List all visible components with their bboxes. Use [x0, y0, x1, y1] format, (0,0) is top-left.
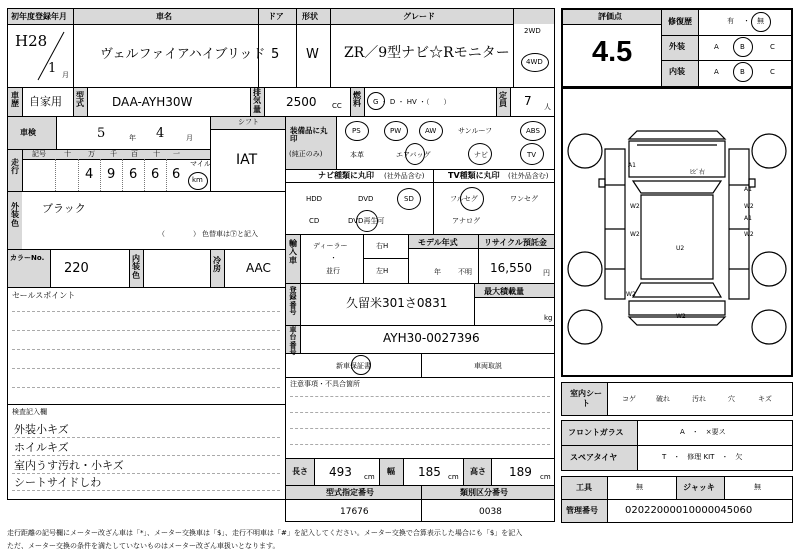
width-unit: cm: [448, 473, 459, 481]
max-load-label: 最大積載量: [484, 287, 524, 296]
remarks-frame: [285, 377, 555, 459]
class-number-value: 0038: [479, 507, 502, 517]
capacity-unit: 人: [544, 103, 551, 111]
recycle-unit: 円: [543, 269, 550, 277]
repair-no: 無: [757, 17, 764, 25]
height-value: 189: [509, 465, 532, 479]
navi-item: SD: [404, 195, 414, 203]
import-left: 左H: [376, 267, 389, 275]
mileage-digit: 6: [172, 167, 181, 182]
seat-item: 破れ: [656, 395, 670, 403]
inspector-label: 検査記入欄: [12, 408, 47, 416]
mileage-digit: 4: [85, 167, 94, 182]
diagram-mark: W2: [676, 313, 686, 320]
control-no-label: 管理番号: [566, 506, 598, 515]
interior-grade-label: 内装: [669, 67, 685, 76]
fuel-options: G ・ D ・ HV ・（ ）: [373, 98, 451, 106]
color-paren: （ ）: [158, 230, 200, 238]
spare-label: スペアタイヤ: [570, 453, 618, 462]
navi-sub: (社外品含む): [384, 172, 425, 180]
height-unit: cm: [540, 473, 551, 481]
exterior-grade-option: A: [714, 43, 719, 51]
control-no-value: 02022000010000045060: [625, 505, 753, 516]
type-designation-label: 型式指定番号: [326, 488, 374, 497]
tv-item: アナログ: [452, 217, 480, 225]
ac-label: 冷房: [213, 256, 221, 274]
shape-value: W: [306, 47, 319, 62]
equip-item: ABS: [526, 127, 540, 135]
mileage-digit-label: 万: [88, 150, 95, 158]
navi-item: DVD再生可: [348, 217, 385, 225]
mileage-unit-label: マイル: [190, 160, 211, 168]
diagram-mark: A1: [628, 162, 636, 169]
footnote-line2: ただ、メーター交換の条件を満たしていないものはメーター改ざん車扱いとなります。: [7, 542, 280, 550]
registration-label: 登録番号: [289, 286, 297, 317]
tools-value: 無: [636, 483, 643, 491]
diagram-mark: W2: [744, 231, 754, 238]
diagram-mark: W2: [626, 291, 636, 298]
repair-history-label: 修復歴: [668, 17, 692, 26]
diagram-mark: W2: [630, 231, 640, 238]
capacity-label: 定員: [499, 91, 507, 109]
chassis-value: AYH30-0027396: [383, 331, 480, 345]
inspection-label: 車検: [20, 128, 36, 137]
inspection-month-unit: 月: [186, 134, 193, 142]
equip-item: AW: [425, 127, 437, 135]
shape-label: 形状: [302, 12, 318, 21]
warranty-label: 新車保証書: [336, 362, 371, 370]
exterior-grade-option: C: [770, 43, 775, 51]
equipment-sub: (純正のみ): [289, 150, 323, 158]
repair-yes: 有: [727, 17, 734, 25]
mileage-digit-label: 記号: [32, 150, 46, 158]
diagram-mark: A1: [744, 215, 752, 222]
equip-item: TV: [527, 151, 537, 159]
usage-label: 車歴: [11, 91, 19, 109]
score-label: 評価点: [598, 12, 622, 21]
equip-item: ナビ: [474, 151, 488, 159]
score-value: 4.5: [592, 36, 633, 68]
grade-label: グレード: [403, 12, 435, 21]
sales-point-label: セールスポイント: [12, 291, 76, 300]
recycle-value: 16,550: [490, 261, 532, 275]
exterior-grade-option: B: [740, 43, 745, 51]
model-year-unknown: 不明: [458, 268, 472, 276]
mileage-digit-label: 十: [64, 150, 71, 158]
grade-value: ZR／9型ナビ☆Rモニター: [344, 45, 510, 61]
diagram-mark: U2: [676, 245, 685, 252]
door-value: 5: [271, 47, 280, 62]
seat-item: キズ: [758, 395, 772, 403]
color-no-label: カラーNo.: [10, 254, 45, 262]
equip-item: エアバッグ: [396, 151, 431, 159]
model-label: 型式: [76, 91, 84, 109]
door-label: ドア: [268, 12, 284, 21]
equip-item: PS: [352, 127, 361, 135]
remarks-label: 注意事項・不具合箇所: [290, 380, 360, 388]
color-value: ブラック: [42, 202, 86, 215]
length-unit: cm: [364, 473, 375, 481]
import-parallel: 並行: [326, 267, 340, 275]
inspector-note: 室内うす汚れ・小キズ: [14, 459, 124, 472]
color-no-value: 220: [64, 261, 89, 276]
navi-item: HDD: [306, 195, 323, 203]
shift-value: IAT: [236, 152, 258, 168]
footnote-line1: 走行距離の記号欄にメーター改ざん車は「*」、メーター交換車は「$」、走行不明車は「#」を記入してください。メーター交換で合算表示した場合にも「$」を記入: [7, 529, 523, 537]
seat-label: 室内シート: [570, 389, 602, 409]
type-designation-value: 17676: [340, 507, 369, 517]
manual-label: 車両取説: [474, 362, 502, 370]
mileage-digit-label: 千: [110, 150, 117, 158]
diagram-mark: A1: [744, 186, 752, 193]
seat-item: 汚れ: [692, 395, 706, 403]
import-right: 右H: [376, 242, 389, 250]
drive-2wd: 2WD: [524, 27, 541, 35]
repair-dot: ・: [743, 17, 750, 25]
class-number-label: 類別区分番号: [460, 488, 508, 497]
fuel-label: 燃料: [353, 91, 361, 109]
inspector-note: 外装小キズ: [14, 423, 69, 436]
car-name-label: 車名: [156, 12, 172, 21]
height-label: 高さ: [470, 467, 486, 476]
displacement-label: 排気量: [253, 88, 261, 114]
equip-item: 本革: [350, 151, 364, 159]
inspection-year: 5: [97, 126, 106, 141]
equipment-label: 装備品に丸印: [290, 126, 328, 143]
model-year-unit: 年: [434, 268, 441, 276]
tv-sub: (社外品含む): [508, 172, 549, 180]
mileage-unit: km: [192, 176, 203, 184]
inspection-year-unit: 年: [129, 134, 136, 142]
inspection-month: 4: [156, 126, 165, 141]
windshield-value: A ・ ×要ス: [680, 428, 726, 436]
inspector-note: シートサイドしわ: [14, 476, 102, 489]
drive-4wd: 4WD: [526, 58, 543, 66]
tv-item: フルセグ: [450, 195, 478, 203]
recycle-label: リサイクル預託金: [484, 238, 547, 247]
navi-label: ナビ種類に丸印: [318, 171, 374, 180]
navi-item: CD: [309, 217, 320, 225]
interior-grade-option: C: [770, 68, 775, 76]
navi-item: DVD: [358, 195, 374, 203]
chassis-label: 車台番号: [289, 326, 297, 357]
diagram-mark: ﾋﾋﾞ右: [690, 169, 706, 176]
tv-label: TV種類に丸印: [448, 171, 500, 180]
warranty-frame: [285, 353, 555, 378]
first-reg-month: 1: [48, 61, 57, 76]
car-diagram: [563, 89, 791, 375]
windshield-label: フロントガラス: [568, 428, 624, 437]
row2-frame: [7, 87, 555, 117]
length-value: 493: [329, 465, 352, 479]
import-dealer: ディーラー: [313, 242, 348, 250]
fuel-g-ring: [367, 92, 385, 110]
mileage-digit-label: 一: [173, 150, 180, 158]
inspector-note: ホイルキズ: [14, 441, 69, 454]
jack-value: 無: [754, 483, 761, 491]
warranty-ring: [351, 355, 371, 375]
seat-item: コゲ: [622, 395, 636, 403]
mileage-digit-label: 百: [131, 150, 138, 158]
ac-value: AAC: [246, 261, 271, 275]
width-label: 幅: [387, 467, 395, 476]
usage-value: 自家用: [29, 95, 62, 108]
interior-grade-option: B: [740, 68, 745, 76]
max-load-unit: kg: [544, 314, 553, 322]
color-note: 色替車は㊦と記入: [202, 230, 258, 238]
shift-label: シフト: [238, 118, 259, 126]
interior-color-label: 内装色: [132, 254, 140, 280]
first-reg-year: H28: [15, 32, 48, 50]
displacement-unit: CC: [332, 102, 342, 110]
mileage-digit: 6: [129, 167, 138, 182]
mileage-label: 走行: [11, 158, 19, 176]
diagram-mark: W2: [630, 203, 640, 210]
tv-item: ワンセグ: [510, 195, 538, 203]
mileage-digit-label: 十: [153, 150, 160, 158]
equip-item: PW: [390, 127, 402, 135]
capacity-value: 7: [524, 94, 532, 108]
mileage-digit: 9: [107, 167, 116, 182]
seat-item: 穴: [728, 395, 735, 403]
length-label: 長さ: [292, 467, 308, 476]
import-label: 輸入車: [289, 239, 297, 265]
model-value: DAA-AYH30W: [112, 95, 193, 109]
model-year-label: モデル年式: [418, 238, 458, 247]
color-label: 外装色: [11, 202, 19, 228]
tools-label: 工具: [576, 483, 592, 492]
mileage-digit: 6: [151, 167, 160, 182]
spare-value: T ・ 修理 KIT ・ 欠: [662, 453, 743, 461]
width-value: 185: [418, 465, 441, 479]
car-name-value: ヴェルファイアハイブリッド: [100, 47, 266, 62]
equip-item: サンルーフ: [458, 127, 493, 135]
displacement-value: 2500: [286, 95, 317, 109]
interior-grade-option: A: [714, 68, 719, 76]
jack-label: ジャッキ: [683, 483, 715, 492]
registration-value: 久留米301さ0831: [346, 296, 448, 310]
exterior-grade-label: 外装: [669, 42, 685, 51]
import-dot: ・: [330, 254, 337, 262]
first-reg-month-unit: 月: [62, 71, 69, 79]
diagram-mark: W2: [744, 203, 754, 210]
first-reg-label: 初年度登録年月: [11, 12, 67, 21]
